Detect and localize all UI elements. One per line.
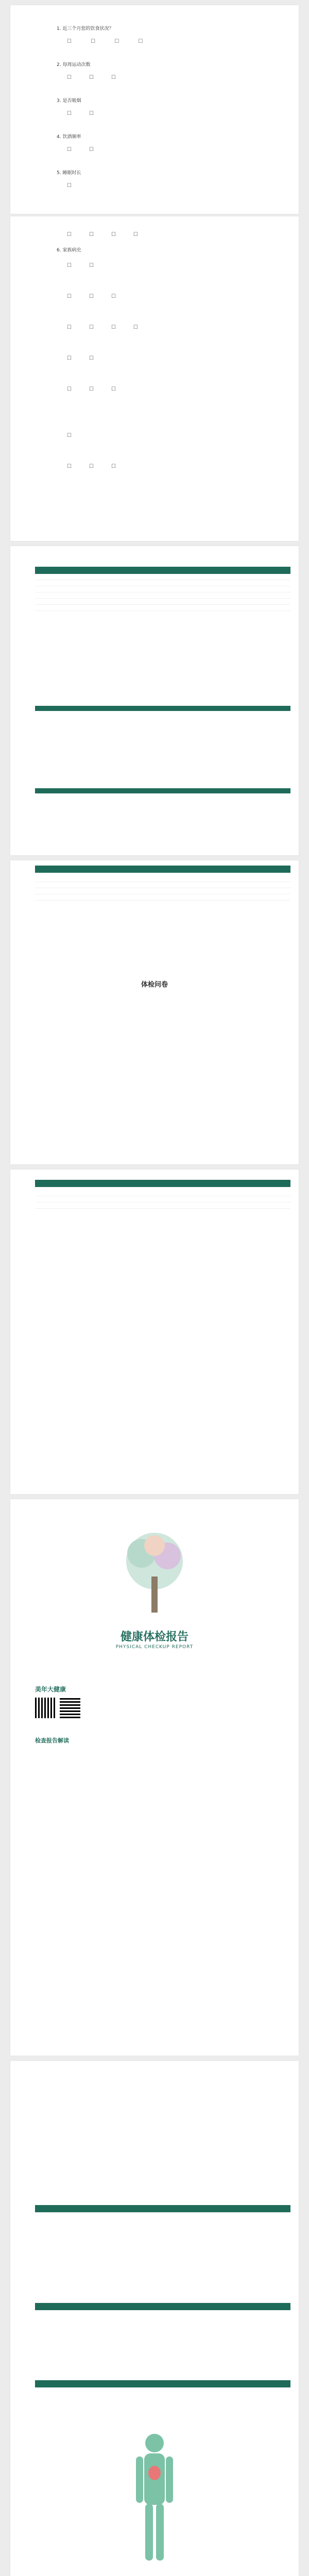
qr-code bbox=[60, 1698, 80, 1718]
option[interactable] bbox=[111, 386, 116, 392]
table-row bbox=[35, 1190, 290, 1196]
option[interactable] bbox=[89, 263, 94, 268]
body-diagram bbox=[129, 2432, 180, 2566]
table-section-bar bbox=[35, 2380, 290, 2387]
page-5 bbox=[10, 1170, 299, 1494]
option[interactable] bbox=[89, 75, 94, 80]
table-row bbox=[35, 574, 290, 580]
q-text: 3. 是否吸烟 bbox=[57, 98, 81, 104]
option[interactable] bbox=[89, 147, 94, 152]
table-section-bar bbox=[35, 866, 290, 873]
table-row bbox=[35, 1202, 290, 1209]
option[interactable] bbox=[89, 386, 94, 392]
q-text: 6. 家族病史 bbox=[57, 248, 81, 253]
option[interactable] bbox=[114, 39, 119, 44]
table-row bbox=[35, 586, 290, 592]
table-row bbox=[35, 592, 290, 599]
option[interactable] bbox=[67, 355, 72, 361]
table-row bbox=[35, 882, 290, 888]
option[interactable] bbox=[111, 325, 116, 330]
option[interactable] bbox=[67, 183, 72, 189]
option[interactable] bbox=[89, 464, 94, 469]
option[interactable] bbox=[67, 325, 72, 330]
option[interactable] bbox=[89, 111, 94, 116]
option[interactable] bbox=[111, 294, 116, 299]
qr-code bbox=[35, 1698, 56, 1718]
option[interactable] bbox=[111, 75, 116, 80]
table-section-bar bbox=[35, 706, 290, 711]
option[interactable] bbox=[67, 433, 72, 438]
summary-heading: 检查报告解读 bbox=[35, 1737, 69, 1744]
option[interactable] bbox=[67, 464, 72, 469]
option[interactable] bbox=[111, 232, 116, 238]
q-text: 2. 每周运动次数 bbox=[57, 62, 91, 67]
option[interactable] bbox=[67, 232, 72, 238]
option[interactable] bbox=[89, 355, 94, 361]
section-heading: 体检问卷 bbox=[141, 981, 168, 989]
table-row bbox=[35, 876, 290, 882]
option[interactable] bbox=[67, 111, 72, 116]
table-row bbox=[35, 888, 290, 894]
option[interactable] bbox=[133, 232, 138, 238]
option[interactable] bbox=[67, 147, 72, 152]
cover-page bbox=[10, 1499, 299, 2056]
page-4 bbox=[10, 860, 299, 1164]
tree-graphic bbox=[118, 1530, 191, 1623]
table-section-bar bbox=[35, 2205, 290, 2212]
doctor-page bbox=[10, 2061, 299, 2576]
report-title: 健康体检报告 bbox=[120, 1631, 188, 1643]
page-1 bbox=[10, 5, 299, 214]
brand: 美年大健康 bbox=[35, 1686, 66, 1693]
q-text: 5. 睡眠时长 bbox=[57, 171, 81, 176]
table-header bbox=[35, 567, 290, 574]
q-text: 4. 饮酒频率 bbox=[57, 134, 81, 140]
option[interactable] bbox=[138, 39, 143, 44]
option[interactable] bbox=[133, 325, 138, 330]
page-3 bbox=[10, 546, 299, 855]
option[interactable] bbox=[67, 75, 72, 80]
option[interactable] bbox=[67, 39, 72, 44]
option[interactable] bbox=[67, 386, 72, 392]
option[interactable] bbox=[91, 39, 95, 44]
table-section-bar bbox=[35, 2303, 290, 2310]
table-row bbox=[35, 1196, 290, 1202]
option[interactable] bbox=[89, 294, 94, 299]
table-section-bar bbox=[35, 788, 290, 793]
table-row bbox=[35, 580, 290, 586]
option[interactable] bbox=[67, 263, 72, 268]
table-section-bar bbox=[35, 1180, 290, 1187]
option[interactable] bbox=[89, 232, 94, 238]
table-row bbox=[35, 599, 290, 605]
report-subtitle: PHYSICAL CHECKUP REPORT bbox=[115, 1645, 194, 1650]
option[interactable] bbox=[111, 464, 116, 469]
table-row bbox=[35, 605, 290, 611]
table-row bbox=[35, 894, 290, 901]
page-2 bbox=[10, 216, 299, 541]
option[interactable] bbox=[89, 325, 94, 330]
q-text: 1. 近三个月您的饮食状况？ bbox=[57, 26, 114, 31]
option[interactable] bbox=[67, 294, 72, 299]
